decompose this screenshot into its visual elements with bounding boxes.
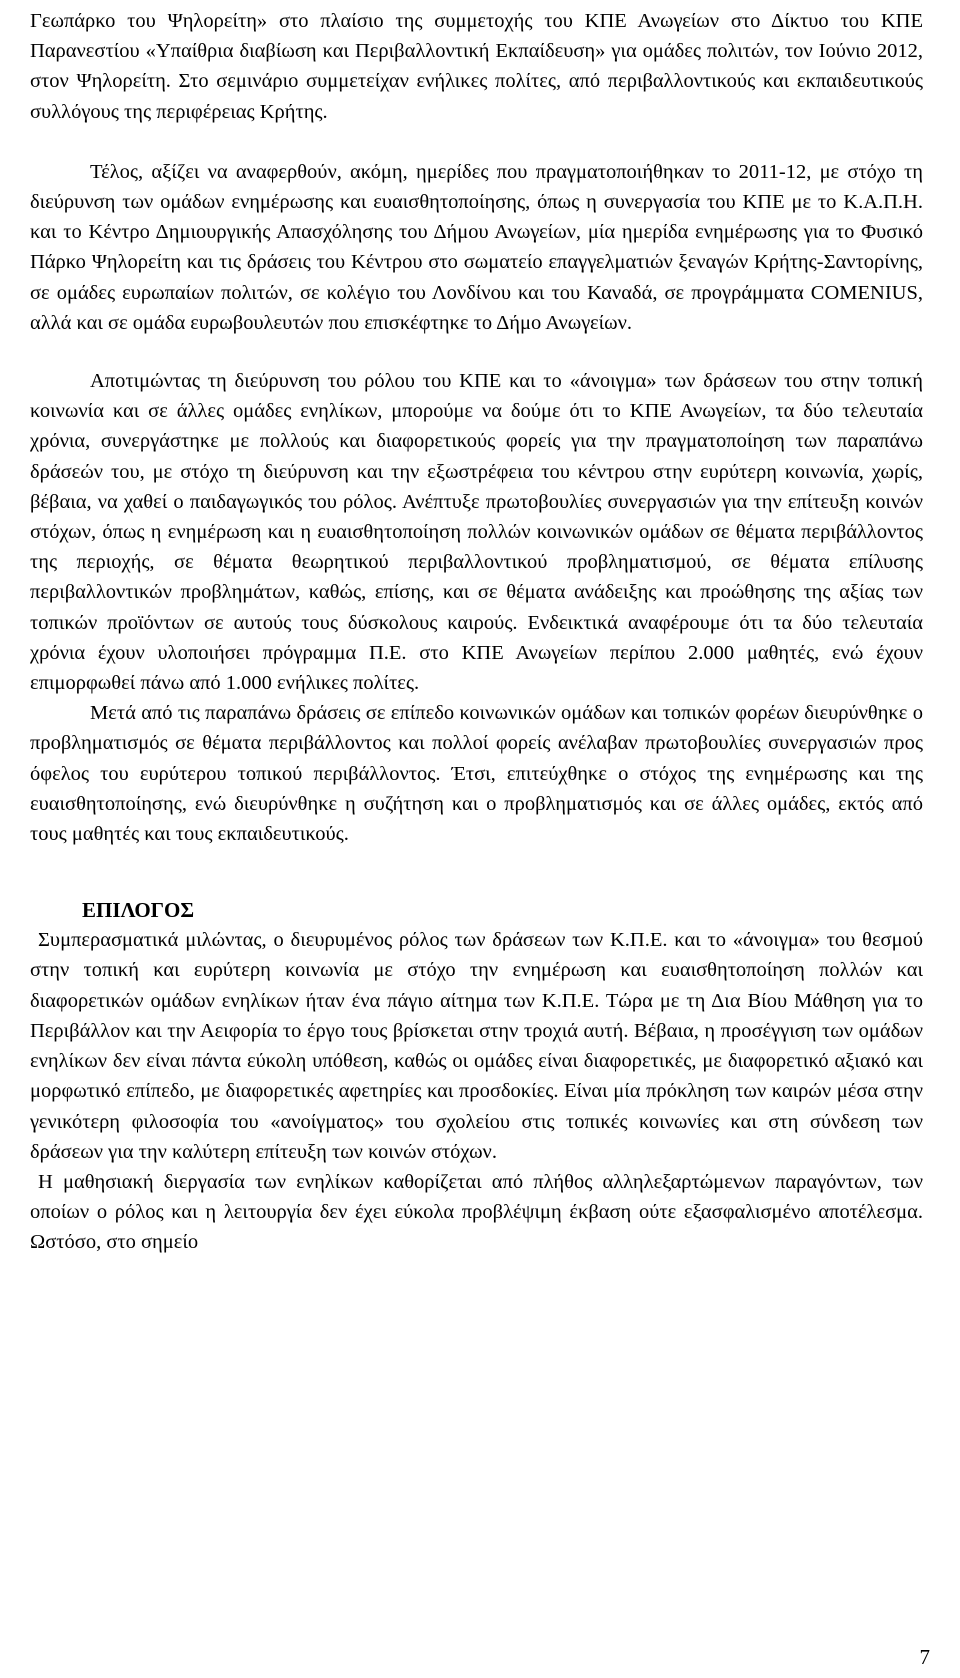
page-number: 7	[919, 1645, 930, 1669]
paragraph-workshops: Τέλος, αξίζει να αναφερθούν, ακόμη, ημερίδες που πραγματοποιήθηκαν το 2011-12, με στόχο τη διεύρυνση των ομάδων ενημέρωσης και ευαισθητοποίησης, όπως η συνεργασία του ΚΠΕ με το Κ.Α.Π.Η. και το Κέντρο Δημιουργικής Απασχόλησης του Δήμου Ανωγείων, μία ημερίδα ενημέρωσης για το Φυσικό Πάρκο Ψηλορείτη και τις δράσεις του Κέντρου στο σωματείο επαγγελματιών ξεναγών Κρήτης-Σαντορίνης, σε ομάδες ευρωπαίων πολιτών, σε κολέγιο του Λονδίνου και του Καναδά, σε προγράμματα COMENIUS, αλλά και σε ομάδα ευρωβουλευτών που επισκέφτηκε το Δήμο Ανωγείων.	[30, 160, 923, 334]
paragraph-outcomes: Μετά από τις παραπάνω δράσεις σε επίπεδο κοινωνικών ομάδων και τοπικών φορέων διευρύνθηκε ο προβληματισμός σε θέματα περιβάλλοντος και πολλοί φορείς ανέλαβαν πρωτοβουλίες συνεργασιών προς όφελος του ευρύτερου τοπικού περιβάλλοντος. Έτσι, επιτεύχθηκε ο στόχος της ενημέρωσης και της ευαισθητοποίησης, ενώ διευρύνθηκε η συζήτηση και ο προβληματισμός και σε άλλες ομάδες, εκτός από τους μαθητές και τους εκπαιδευτικούς.	[30, 702, 923, 846]
paragraph-assessment: Αποτιμώντας τη διεύρυνση του ρόλου του ΚΠΕ και το «άνοιγμα» των δράσεων του στην τοπική κοινωνία και σε άλλες ομάδες ενηλίκων, μπορούμε να δούμε ότι το ΚΠΕ Ανωγείων, τα δύο τελευταία χρόνια, συνεργάστηκε με πολλούς και διαφορετικούς φορείς για την πραγματοποίηση των παραπάνω δράσεών του, με στόχο τη διεύρυνση και την εξωστρέφεια του κέντρου στην ευρύτερη κοινωνία, χωρίς, βέβαια, να χαθεί ο παιδαγωγικός του ρόλος. Ανέπτυξε πρωτοβουλίες συνεργασιών για την επίτευξη κοινών στόχων, όπως η ενημέρωση και η ευαισθητοποίηση πολλών κοινωνικών ομάδων σε θέματα περιβάλλοντος της περιοχής, σε θέματα θεωρητικού περιβαλλοντικού προβληματισμού, σε θέματα επίλυσης περιβαλλοντικών προβλημάτων, καθώς, επίσης, και σε θέματα ανάδειξης και προώθησης της αξίας των τοπικών προϊόντων σε αυτούς τους δύσκολους καιρούς. Ενδεικτικά αναφέρουμε ότι τα δύο τελευταία χρόνια έχουν υλοποιήσει πρόγραμμα Π.Ε. στο ΚΠΕ Ανωγείων περίπου 2.000 μαθητές, ενώ έχουν επιμορφωθεί πάνω από 1.000 ενήλικες πολίτες.	[30, 370, 923, 695]
document-page	[30, 6, 923, 1258]
paragraph-epilogue-learning: Η μαθησιακή διεργασία των ενηλίκων καθορίζεται από πλήθος αλληλεξαρτώμενων παραγόντων, των οποίων ο ρόλος και η λειτουργία δεν έχει εύκολα προβλέψιμη έκβαση ούτε εξασφαλισμένο αποτέλεσμα. Ωστόσο, στο σημείο	[30, 1170, 923, 1254]
paragraph-epilogue-conclusion: Συμπερασματικά μιλώντας, ο διευρυμένος ρόλος των δράσεων των Κ.Π.Ε. και το «άνοιγμα» του θεσμού στην τοπική και ευρύτερη κοινωνία με στόχο την ενημέρωση και ευαισθητοποίηση πολλών και διαφορετικών ομάδων ενηλίκων ήταν ένα πάγιο αίτημα των Κ.Π.Ε. Τώρα με τη Δια Βίου Μάθηση για το Περιβάλλον και την Αειφορία το έργο τους βρίσκεται στην τροχιά αυτή. Βέβαια, η προσέγγιση των ομάδων ενηλίκων δεν είναι πάντα εύκολη υπόθεση, καθώς οι ομάδες είναι διαφορετικές, με διαφορετικό αξιακό και μορφωτικό επίπεδο, με διαφορετικές αφετηρίες και προσδοκίες. Είναι μία πρόκληση των καιρών μέσα στην γενικότερη φιλοσοφία του «ανοίγματος» του σχολείου στις τοπικές κοινωνίες και στη σύνδεση των δράσεων για την καλύτερη επίτευξη των κοινών στόχων.	[30, 929, 923, 1163]
epilogue-heading: ΕΠΙΛΟΓΟΣ	[82, 898, 195, 923]
paragraph-geopark-seminar: Γεωπάρκο του Ψηλορείτη» στο πλαίσιο της συμμετοχής του ΚΠΕ Ανωγείων στο Δίκτυο του ΚΠΕ Παρανεστίου «Υπαίθρια διαβίωση και Περιβαλλοντική Εκπαίδευση» για ομάδες πολιτών, τον Ιούνιο 2012, στον Ψηλορείτη. Στο σεμινάριο συμμετείχαν ενήλικες πολίτες, από περιβαλλοντικούς και εκπαιδευτικούς συλλόγους της περιφέρειας Κρήτης.	[30, 10, 923, 123]
